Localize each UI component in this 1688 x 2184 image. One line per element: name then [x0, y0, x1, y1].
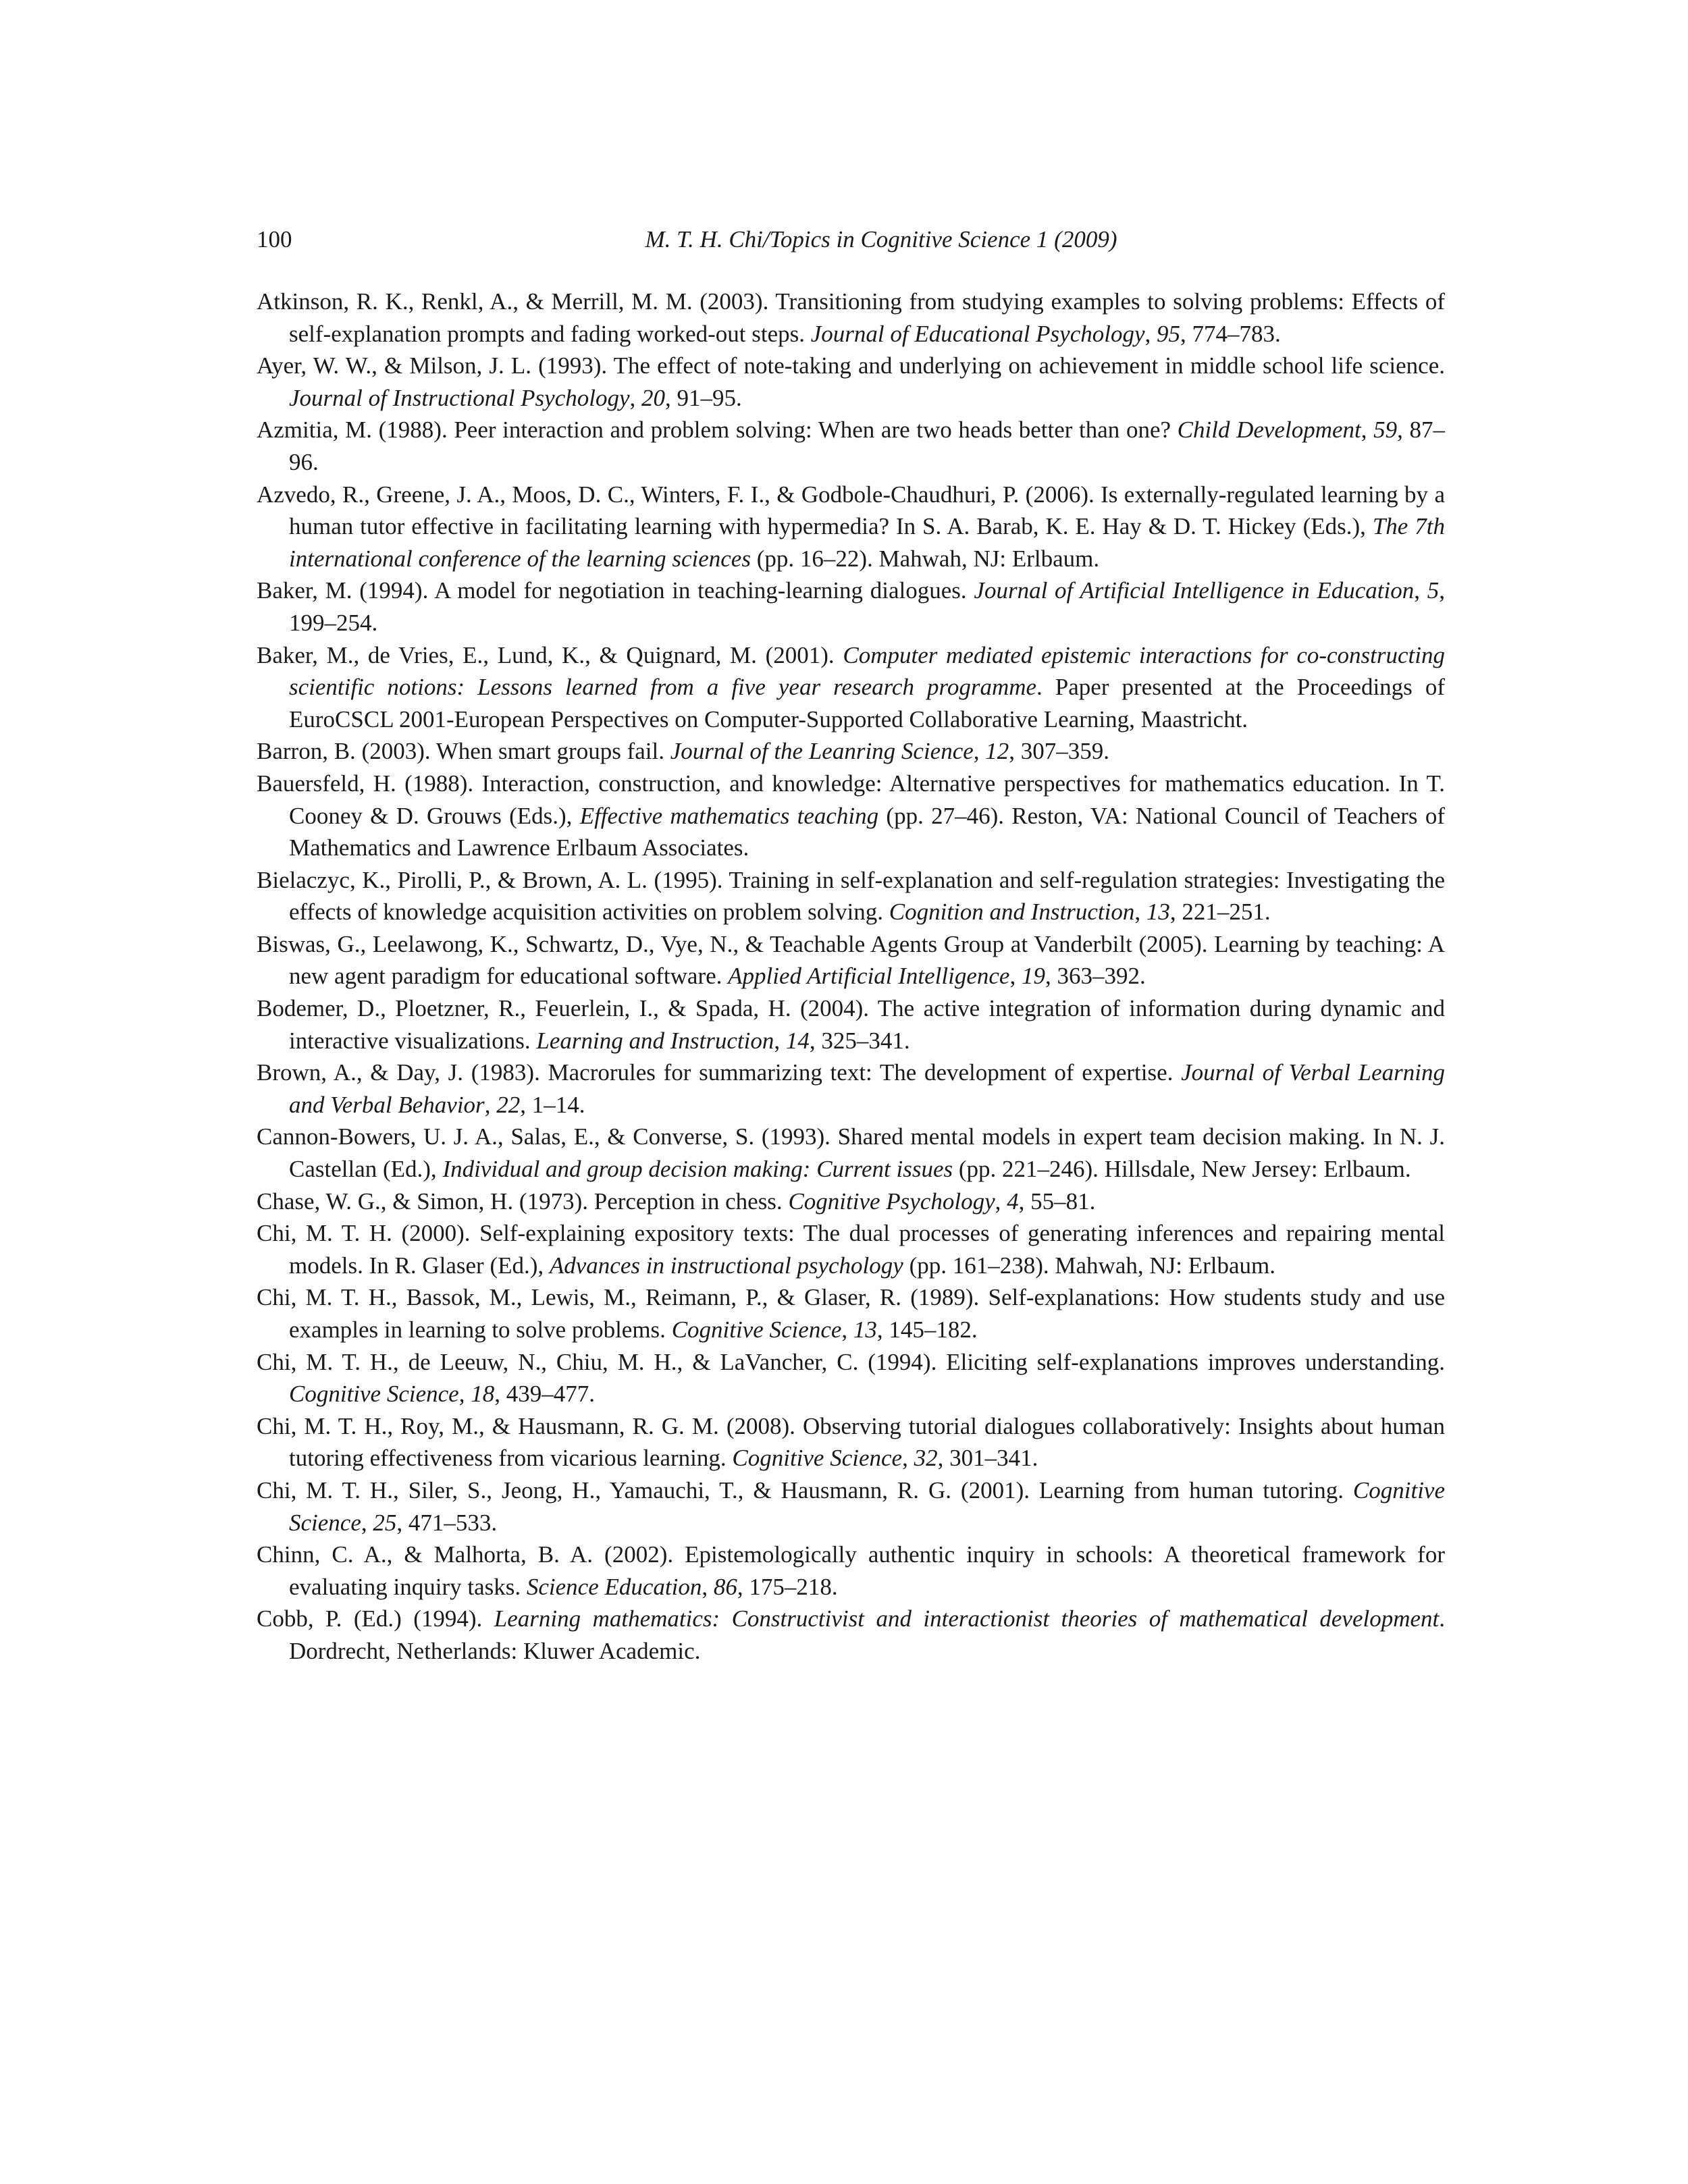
- reference-separator: ,: [629, 384, 642, 411]
- reference-text-tail: , 221–251.: [1169, 899, 1271, 926]
- reference-entry: [257, 479, 1445, 575]
- reference-entry: [257, 350, 1445, 414]
- reference-text: Bielaczyc, K., Pirolli, P., & Brown, A. L. (1995). Training in self-explanation and self-regulation strategies: Investigating the effects of knowledge acquisition activities on problem solving.: [257, 866, 1445, 926]
- reference-text: Biswas, G., Leelawong, K., Schwartz, D., Vye, N., & Teachable Agents Group at Vanderbilt (2005). Learning by teaching: A new agent paradigm for educational software.: [257, 930, 1445, 990]
- reference-entry: [257, 1603, 1445, 1667]
- reference-text-tail: , 325–341.: [809, 1027, 910, 1054]
- reference-text-tail: , 471–533.: [396, 1509, 498, 1536]
- reference-text-tail: (pp. 161–238). Mahwah, NJ: Erlbaum.: [903, 1252, 1275, 1279]
- reference-text: Baker, M., de Vries, E., Lund, K., & Quignard, M. (2001).: [257, 641, 843, 668]
- reference-volume-italic: 12: [985, 738, 1009, 765]
- reference-title-italic: Cognitive Science: [671, 1316, 842, 1343]
- reference-entry: [257, 1186, 1445, 1218]
- journal-running-title: M. T. H. Chi/Topics in Cognitive Science 1 (2009): [645, 226, 1117, 252]
- reference-title-italic: Science Education: [526, 1573, 702, 1600]
- reference-separator: ,: [902, 1445, 914, 1472]
- reference-title-italic: The 7th international conference of the learning sciences: [289, 513, 1445, 572]
- reference-title-italic: Cognition and Instruction: [889, 899, 1135, 926]
- reference-volume-italic: 4: [1007, 1188, 1019, 1215]
- reference-text: Chase, W. G., & Simon, H. (1973). Perception in chess.: [257, 1188, 789, 1215]
- reference-volume-italic: 22: [496, 1091, 521, 1118]
- reference-volume-italic: 5: [1427, 577, 1440, 604]
- reference-entry: [257, 639, 1445, 736]
- reference-volume-italic: 13: [1146, 899, 1170, 926]
- reference-entry: [257, 1121, 1445, 1185]
- reference-entry: [257, 768, 1445, 864]
- reference-entry: [257, 575, 1445, 639]
- reference-text-tail: , 301–341.: [937, 1445, 1038, 1472]
- reference-text-tail: , 774–783.: [1180, 320, 1281, 347]
- reference-volume-italic: 95: [1157, 320, 1181, 347]
- reference-text-tail: (pp. 16–22). Mahwah, NJ: Erlbaum.: [750, 545, 1100, 572]
- reference-title-italic: Journal of Educational Psychology: [810, 320, 1145, 347]
- reference-title-italic: Journal of Verbal Learning and Verbal Behavior: [289, 1059, 1445, 1118]
- reference-text-tail: , 145–182.: [876, 1316, 978, 1343]
- reference-title-italic: Applied Artificial Intelligence: [728, 963, 1010, 990]
- reference-title-italic: Cognitive Science: [289, 1476, 1445, 1536]
- reference-entry: [257, 1217, 1445, 1281]
- reference-volume-italic: 59: [1373, 417, 1398, 444]
- reference-text: Chi, M. T. H., Roy, M., & Hausmann, R. G. M. (2008). Observing tutorial dialogues collaboratively: Insights about human tutoring effectiveness from vicarious learning.: [257, 1412, 1445, 1472]
- reference-separator: ,: [361, 1509, 373, 1536]
- reference-text: Chi, M. T. H., de Leeuw, N., Chiu, M. H., & LaVancher, C. (1994). Eliciting self-explanations improves understanding.: [257, 1348, 1445, 1375]
- reference-separator: ,: [995, 1188, 1007, 1215]
- reference-text-tail: , 1–14.: [520, 1091, 585, 1118]
- reference-text: Chi, M. T. H. (2000). Self-explaining expository texts: The dual processes of generating inferences and repairing mental models. In R. Glaser (Ed.),: [257, 1220, 1445, 1279]
- reference-separator: ,: [702, 1573, 714, 1600]
- reference-title-italic: Journal of Instructional Psychology: [289, 384, 630, 411]
- reference-separator: ,: [1009, 963, 1022, 990]
- reference-entry: [257, 1057, 1445, 1121]
- reference-entry: [257, 1474, 1445, 1539]
- reference-text-tail: , 55–81.: [1018, 1188, 1096, 1215]
- reference-title-italic: Computer mediated epistemic interactions for co-constructing scientific notions: Lessons learned from a five year research programme: [289, 641, 1445, 701]
- reference-text: Cobb, P. (Ed.) (1994).: [257, 1605, 494, 1632]
- reference-title-italic: Advances in instructional psychology: [549, 1252, 903, 1279]
- reference-title-italic: Individual and group decision making: Current issues: [442, 1156, 953, 1183]
- reference-separator: ,: [1361, 417, 1374, 444]
- reference-text-tail: , 87–96.: [289, 417, 1446, 475]
- reference-entry: [257, 286, 1445, 350]
- reference-text-tail: . Dordrecht, Netherlands: Kluwer Academic.: [289, 1605, 1445, 1664]
- reference-text: Atkinson, R. K., Renkl, A., & Merrill, M. M. (2003). Transitioning from studying examples to solving problems: Effects of self-explanation prompts and fading worked-out steps.: [257, 288, 1445, 347]
- reference-volume-italic: 25: [373, 1509, 397, 1536]
- reference-entry: [257, 1281, 1445, 1346]
- reference-text: Bauersfeld, H. (1988). Interaction, construction, and knowledge: Alternative perspectives for mathematics education. In T. Cooney & D. Grouws (Eds.),: [257, 770, 1445, 829]
- reference-text: Cannon-Bowers, U. J. A., Salas, E., & Converse, S. (1993). Shared mental models in expert team decision making. In N. J. Castellan (Ed.),: [257, 1123, 1445, 1183]
- reference-text-tail: , 91–95.: [665, 384, 742, 411]
- reference-text: Azmitia, M. (1988). Peer interaction and problem solving: When are two heads better than one?: [257, 417, 1178, 444]
- reference-title-italic: Cognitive Psychology: [788, 1188, 995, 1215]
- reference-separator: ,: [774, 1027, 786, 1054]
- reference-separator: ,: [1134, 899, 1146, 926]
- reference-volume-italic: 32: [914, 1445, 938, 1472]
- reference-title-italic: Cognitive Science: [732, 1445, 903, 1472]
- reference-entry: [257, 928, 1445, 992]
- reference-volume-italic: 14: [785, 1027, 810, 1054]
- reference-volume-italic: 13: [853, 1316, 877, 1343]
- reference-text-tail: , 439–477.: [494, 1381, 595, 1408]
- reference-list: [257, 286, 1445, 1668]
- reference-separator: ,: [973, 738, 986, 765]
- reference-text-tail: (pp. 221–246). Hillsdale, New Jersey: Erlbaum.: [953, 1156, 1411, 1183]
- reference-text-tail: (pp. 27–46). Reston, VA: National Council of Teachers of Mathematics and Lawrence Erlbaum Associates.: [289, 802, 1445, 861]
- reference-text-tail: , 363–392.: [1045, 963, 1146, 990]
- reference-entry: [257, 414, 1445, 478]
- reference-text-tail: , 307–359.: [1009, 738, 1110, 765]
- reference-text: Chinn, C. A., & Malhorta, B. A. (2002). Epistemologically authentic inquiry in schools: A theoretical framework for evaluating inquiry tasks.: [257, 1541, 1445, 1600]
- reference-volume-italic: 86: [713, 1573, 737, 1600]
- reference-text: Azvedo, R., Greene, J. A., Moos, D. C., Winters, F. I., & Godbole-Chaudhuri, P. (2006). Is externally-regulated learning by a human tutor effective in facilitating learning with hypermedia? In S. A. Barab, K. E. Hay & D. T. Hickey (Eds.),: [257, 481, 1445, 540]
- reference-title-italic: Learning mathematics: Constructivist and interactionist theories of mathematical development: [494, 1605, 1440, 1632]
- page-number: 100: [257, 226, 292, 252]
- reference-title-italic: Journal of the Leanring Science: [670, 738, 974, 765]
- running-head: [257, 223, 1445, 257]
- reference-entry: [257, 735, 1445, 768]
- reference-separator: ,: [841, 1316, 853, 1343]
- reference-title-italic: Learning and Instruction: [536, 1027, 774, 1054]
- reference-text: Brown, A., & Day, J. (1983). Macrorules for summarizing text: The development of expertise.: [257, 1059, 1182, 1086]
- reference-text: Baker, M. (1994). A model for negotiation in teaching-learning dialogues.: [257, 577, 974, 604]
- reference-text-tail: . Paper presented at the Proceedings of EuroCSCL 2001-European Perspectives on Computer-Supported Collaborative Learning, Maastricht.: [289, 674, 1445, 733]
- reference-title-italic: Journal of Artificial Intelligence in Education: [974, 577, 1415, 604]
- reference-separator: ,: [1144, 320, 1157, 347]
- reference-text: Chi, M. T. H., Siler, S., Jeong, H., Yamauchi, T., & Hausmann, R. G. (2001). Learning from human tutoring.: [257, 1476, 1353, 1503]
- reference-volume-italic: 19: [1021, 963, 1045, 990]
- reference-text-tail: , 199–254.: [289, 577, 1446, 636]
- reference-separator: ,: [484, 1091, 497, 1118]
- reference-title-italic: Child Development: [1177, 417, 1361, 444]
- reference-text: Ayer, W. W., & Milson, J. L. (1993). The effect of note-taking and underlying on achievement in middle school life science.: [257, 352, 1445, 379]
- reference-entry: [257, 992, 1445, 1057]
- reference-entry: [257, 1346, 1445, 1410]
- reference-entry: [257, 864, 1445, 928]
- reference-separator: ,: [458, 1381, 471, 1408]
- reference-title-italic: Cognitive Science: [289, 1381, 459, 1408]
- reference-text-tail: , 175–218.: [737, 1573, 838, 1600]
- reference-volume-italic: 18: [471, 1381, 495, 1408]
- reference-text: Barron, B. (2003). When smart groups fail.: [257, 738, 670, 765]
- reference-entry: [257, 1410, 1445, 1474]
- reference-title-italic: Effective mathematics teaching: [579, 802, 879, 829]
- reference-text: Bodemer, D., Ploetzner, R., Feuerlein, I., & Spada, H. (2004). The active integration of information during dynamic and interactive visualizations.: [257, 995, 1445, 1054]
- reference-volume-italic: 20: [641, 384, 666, 411]
- reference-text: Chi, M. T. H., Bassok, M., Lewis, M., Reimann, P., & Glaser, R. (1989). Self-explanations: How students study and use examples in learning to solve problems.: [257, 1284, 1445, 1343]
- reference-separator: ,: [1414, 577, 1427, 604]
- reference-entry: [257, 1539, 1445, 1603]
